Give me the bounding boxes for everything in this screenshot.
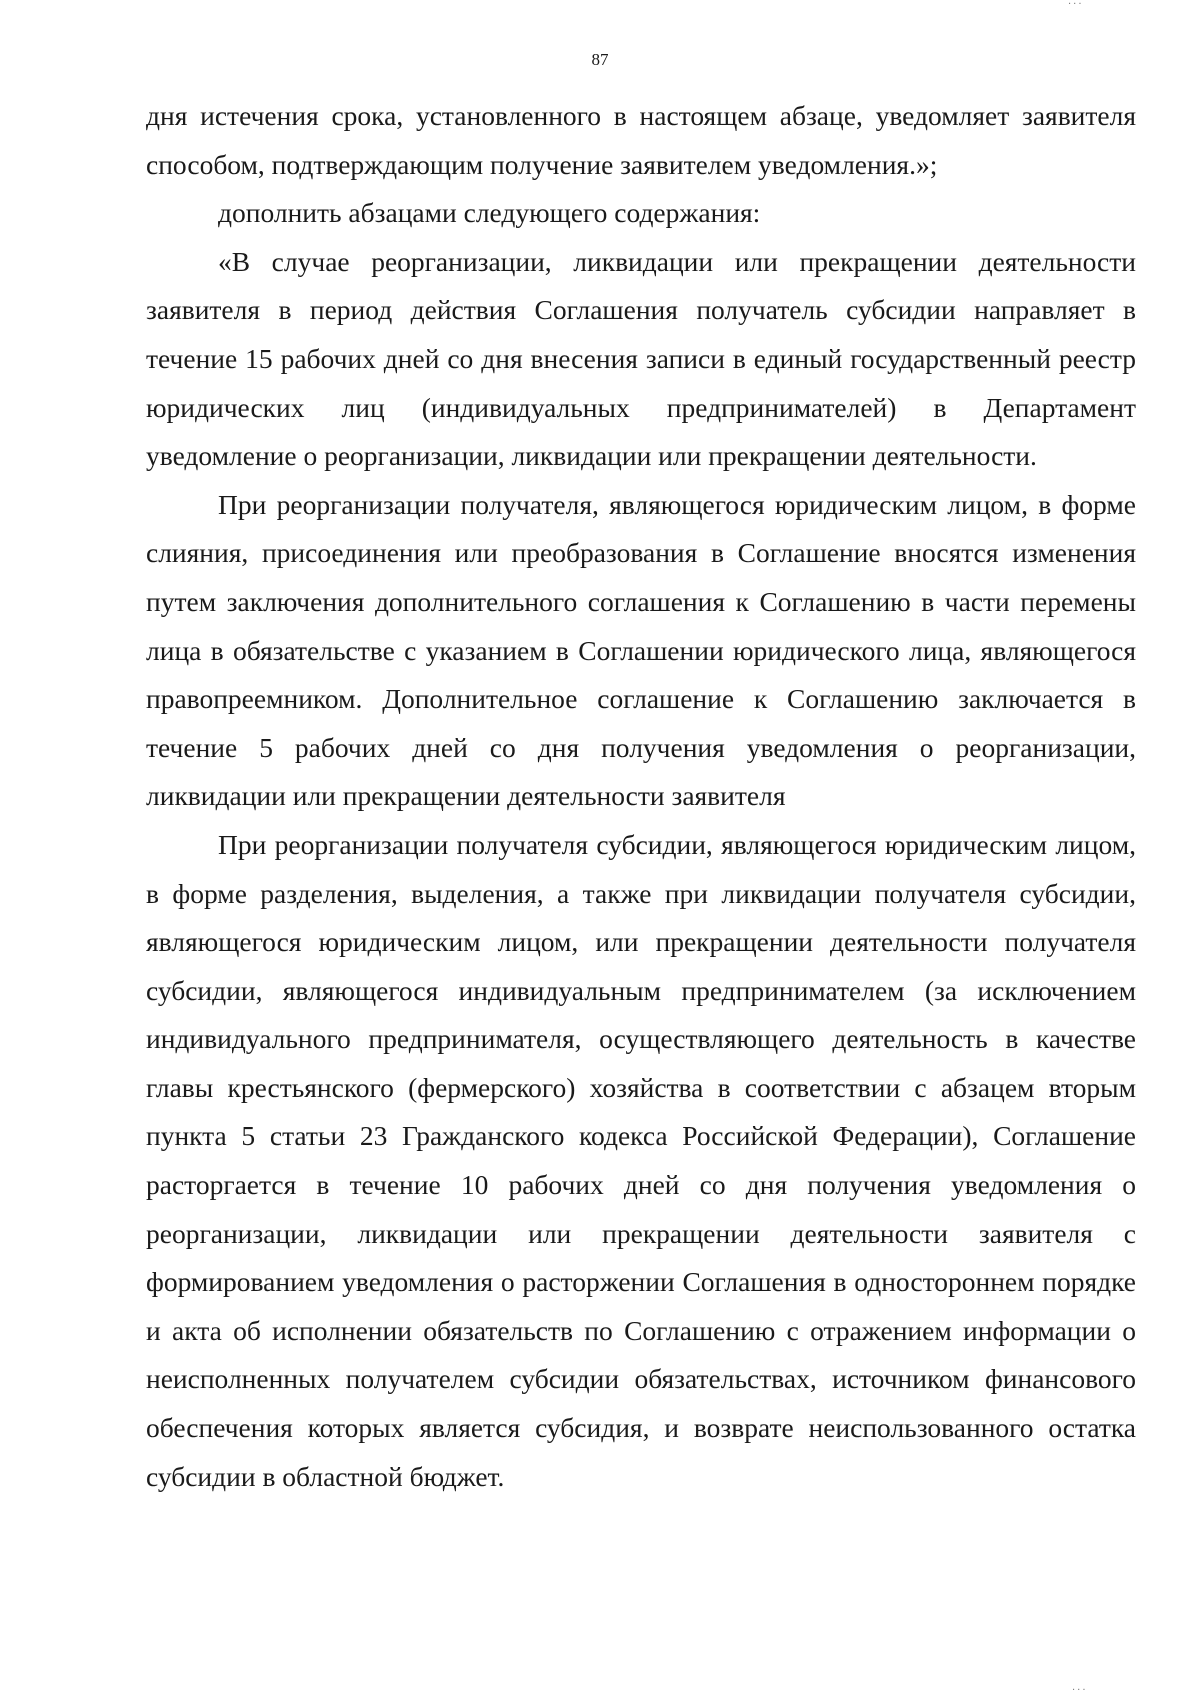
document-body bbox=[146, 92, 1136, 1501]
paragraph-continuation: дня истечения срока, установленного в настоящем абзаце, уведомляет заявителя способом, подтверждающим получение заявителем уведомления.»; bbox=[146, 100, 1136, 180]
paragraph-reorganization-notice: «В случае реорганизации, ликвидации или прекращении деятельности заявителя в период действия Соглашения получатель субсидии направляет в течение 15 рабочих дней со дня внесения записи в единый государственный реестр юридических лиц (индивидуальных предпринимателей) в Департамент уведомление о реорганизации, ликвидации или прекращении деятельности. bbox=[146, 245, 1136, 472]
paragraph-termination: При реорганизации получателя субсидии, являющегося юридическим лицом, в форме разделения, выделения, а также при ликвидации получателя субсидии, являющегося юридическим лицом, или прекращении деятельности получателя субсидии, являющегося индивидуальным предпринимателем (за исключением индивидуального предпринимателя, осуществляющего деятельность в качестве главы крестьянского (фермерского) хозяйства в соответствии с абзацем вторым пункта 5 статьи 23 Гражданского кодекса Российской Федерации), Соглашение расторгается в течение 10 рабочих дней со дня получения уведомления о реорганизации, ликвидации или прекращении деятельности заявителя с формированием уведомления о расторжении Соглашения в одностороннем порядке и акта об исполнении обязательств по Соглашению с отражением информации о неисполненных получателем субсидии обязательствах, источником финансового обеспечения которых является субсидия, и возврате неиспользованного остатка субсидии в областной бюджет. bbox=[146, 828, 1136, 1492]
scan-corner-mark-top: ... bbox=[1068, 0, 1084, 7]
paragraph-amendment-instruction: дополнить абзацами следующего содержания: bbox=[218, 197, 761, 229]
scan-corner-mark-bottom: ... bbox=[1072, 1682, 1088, 1693]
paragraph-merger-agreement: При реорганизации получателя, являющегося юридическим лицом, в форме слияния, присоединения или преобразования в Соглашение вносятся изменения путем заключения дополнительного соглашения к Соглашению в части перемены лица в обязательстве с указанием в Соглашении юридического лица, являющегося правопреемником. Дополнительное соглашение к Соглашению заключается в течение 5 рабочих дней со дня получения уведомления о реорганизации, ликвидации или прекращении деятельности заявителя bbox=[146, 488, 1136, 812]
page-number: 87 bbox=[591, 50, 609, 69]
